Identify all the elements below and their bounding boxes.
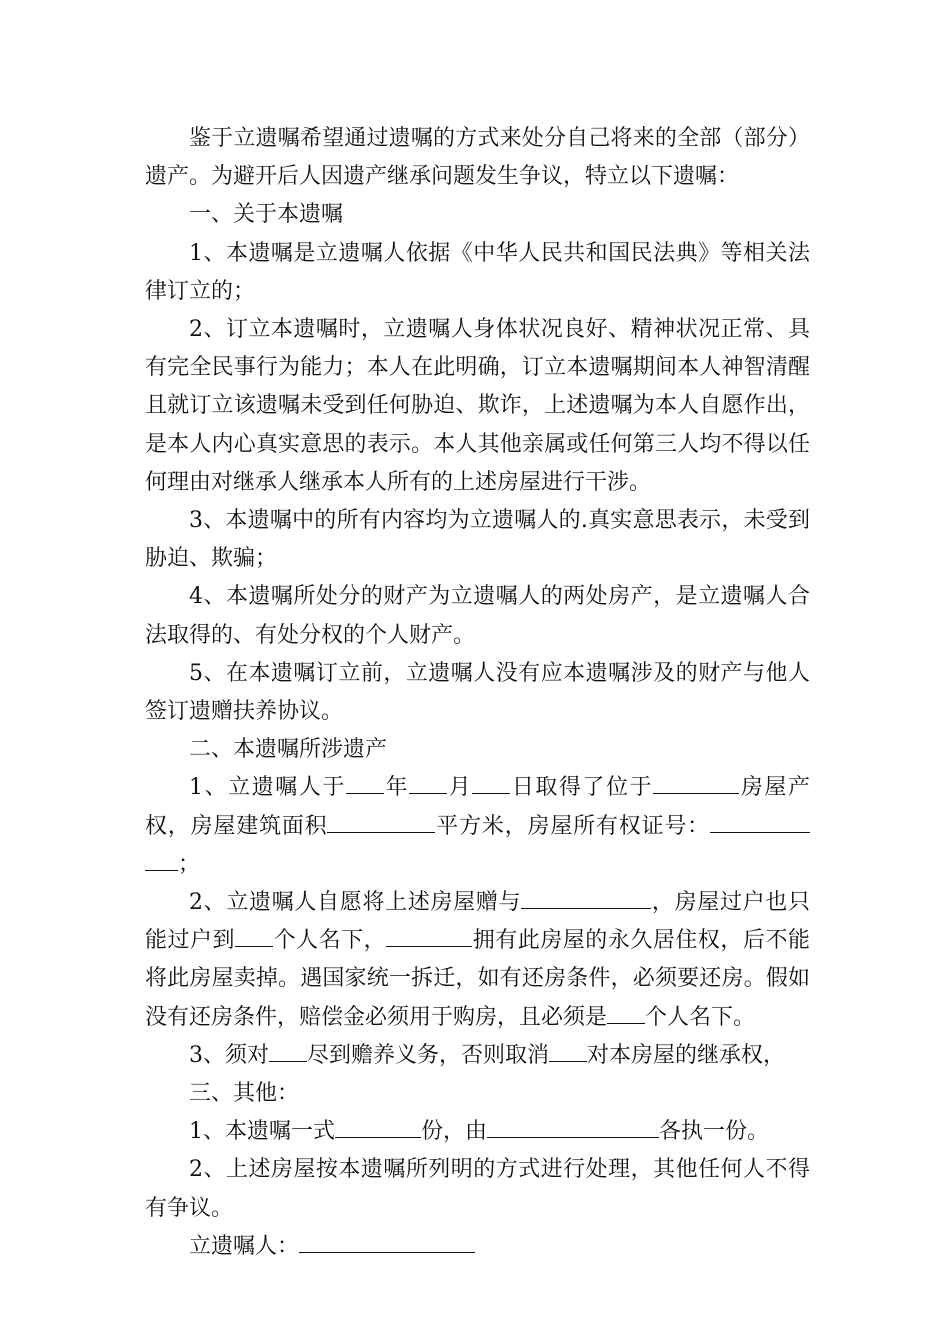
clause-3-1-text-b: 份，由 — [421, 1119, 488, 1145]
clause-3-2: 2、上述房屋按本遗嘱所列明的方式进行处理，其他任何人不得有争议。 — [145, 1157, 810, 1221]
clause-2-3-text-a: 3、须对 — [189, 1042, 269, 1068]
blank-support-person[interactable] — [269, 1038, 307, 1062]
clause-2-1-text-g: ； — [178, 851, 201, 877]
clause-2-2-text-e: 个人名下。 — [645, 1004, 756, 1030]
blank-recipient[interactable] — [521, 885, 651, 909]
clause-1-4: 4、本遗嘱所处分的财产为立遗嘱人的两处房产，是立遗嘱人合法取得的、有处分权的个人财产。 — [145, 584, 810, 648]
clause-2-2-text-c: 个人名下， — [273, 928, 387, 954]
signature-line — [145, 1228, 810, 1266]
signature-label: 立遗嘱人： — [189, 1233, 300, 1259]
clause-2-1-text-b: 年 — [383, 775, 410, 801]
section-heading-about-will: 一、关于本遗嘱 — [189, 202, 344, 228]
blank-copies[interactable] — [335, 1114, 421, 1138]
intro-paragraph: 鉴于立遗嘱希望通过遗嘱的方式来处分自己将来的全部（部分）遗产。为避开后人因遗产继承问题发生争议，特立以下遗嘱： — [145, 126, 810, 190]
blank-signature[interactable] — [299, 1229, 475, 1253]
blank-revoked-person[interactable] — [549, 1038, 587, 1062]
blank-certificate-number[interactable] — [710, 809, 810, 833]
clause-2-2-text-a: 2、立遗嘱人自愿将上述房屋赠与 — [189, 890, 522, 916]
clause-2-3 — [145, 1037, 810, 1075]
blank-year[interactable] — [346, 770, 384, 794]
clause-1-3: 3、本遗嘱中的所有内容均为立遗嘱人的.真实意思表示，未受到胁迫、欺骗； — [145, 508, 810, 572]
clause-1-5: 5、在本遗嘱订立前，立遗嘱人没有应本遗嘱涉及的财产与他人签订遗赠扶养协议。 — [145, 660, 810, 725]
clause-2-2 — [145, 884, 810, 1037]
section-heading-other: 三、其他： — [189, 1081, 300, 1107]
clause-3-1-text-c: 各执一份。 — [659, 1119, 770, 1145]
document-body — [145, 120, 810, 1266]
clause-3-1 — [145, 1113, 810, 1151]
blank-location[interactable] — [653, 770, 739, 794]
blank-month[interactable] — [409, 770, 447, 794]
blank-certificate-number-cont[interactable] — [145, 847, 178, 871]
clause-1-1: 1、本遗嘱是立遗嘱人依据《中华人民共和国民法典》等相关法律订立的； — [145, 240, 810, 304]
blank-resident[interactable] — [386, 923, 472, 947]
blank-day[interactable] — [472, 770, 510, 794]
blank-area[interactable] — [327, 809, 435, 833]
clause-2-2-text-b: ，房屋过户也只能过户到 — [145, 890, 810, 954]
clause-3-1-text-a: 1、本遗嘱一式 — [189, 1119, 335, 1145]
clause-2-1-text-e: 房屋产权，房屋建筑面积 — [145, 775, 810, 839]
clause-2-1-text-d: 日取得了位于 — [510, 775, 654, 801]
clause-2-3-text-c: 对本房屋的继承权， — [587, 1042, 786, 1068]
blank-transfer-person[interactable] — [235, 923, 273, 947]
clause-2-1 — [145, 769, 810, 884]
clause-1-2: 2、订立本遗嘱时，立遗嘱人身体状况良好、精神状况正常、具有完全民事行为能力；本人在此明确，订立本遗嘱期间本人神智清醒且就订立该遗嘱未受到任何胁迫、欺诈，上述遗嘱为本人自愿作出，是本人内心真实意思的表示。本人其他亲属或任何第三人均不得以任何理由对继承人继承本人所有的上述房屋进行干涉。 — [145, 317, 810, 495]
section-heading-estate: 二、本遗嘱所涉遗产 — [189, 737, 388, 763]
blank-holders[interactable] — [487, 1114, 659, 1138]
clause-2-3-text-b: 尽到赡养义务，否则取消 — [307, 1042, 550, 1068]
clause-2-2-text-d: 拥有此房屋的永久居住权，后不能将此房屋卖掉。遇国家统一拆迁，如有还房条件，必须要还房。假如没有还房条件，赔偿金必须用于购房，且必须是 — [145, 928, 810, 1030]
clause-2-1-text-f: 平方米，房屋所有权证号： — [435, 813, 710, 839]
clause-2-1-text-a: 1、立遗嘱人于 — [189, 775, 346, 801]
blank-purchase-person[interactable] — [607, 1000, 645, 1024]
clause-2-1-text-c: 月 — [447, 775, 473, 801]
